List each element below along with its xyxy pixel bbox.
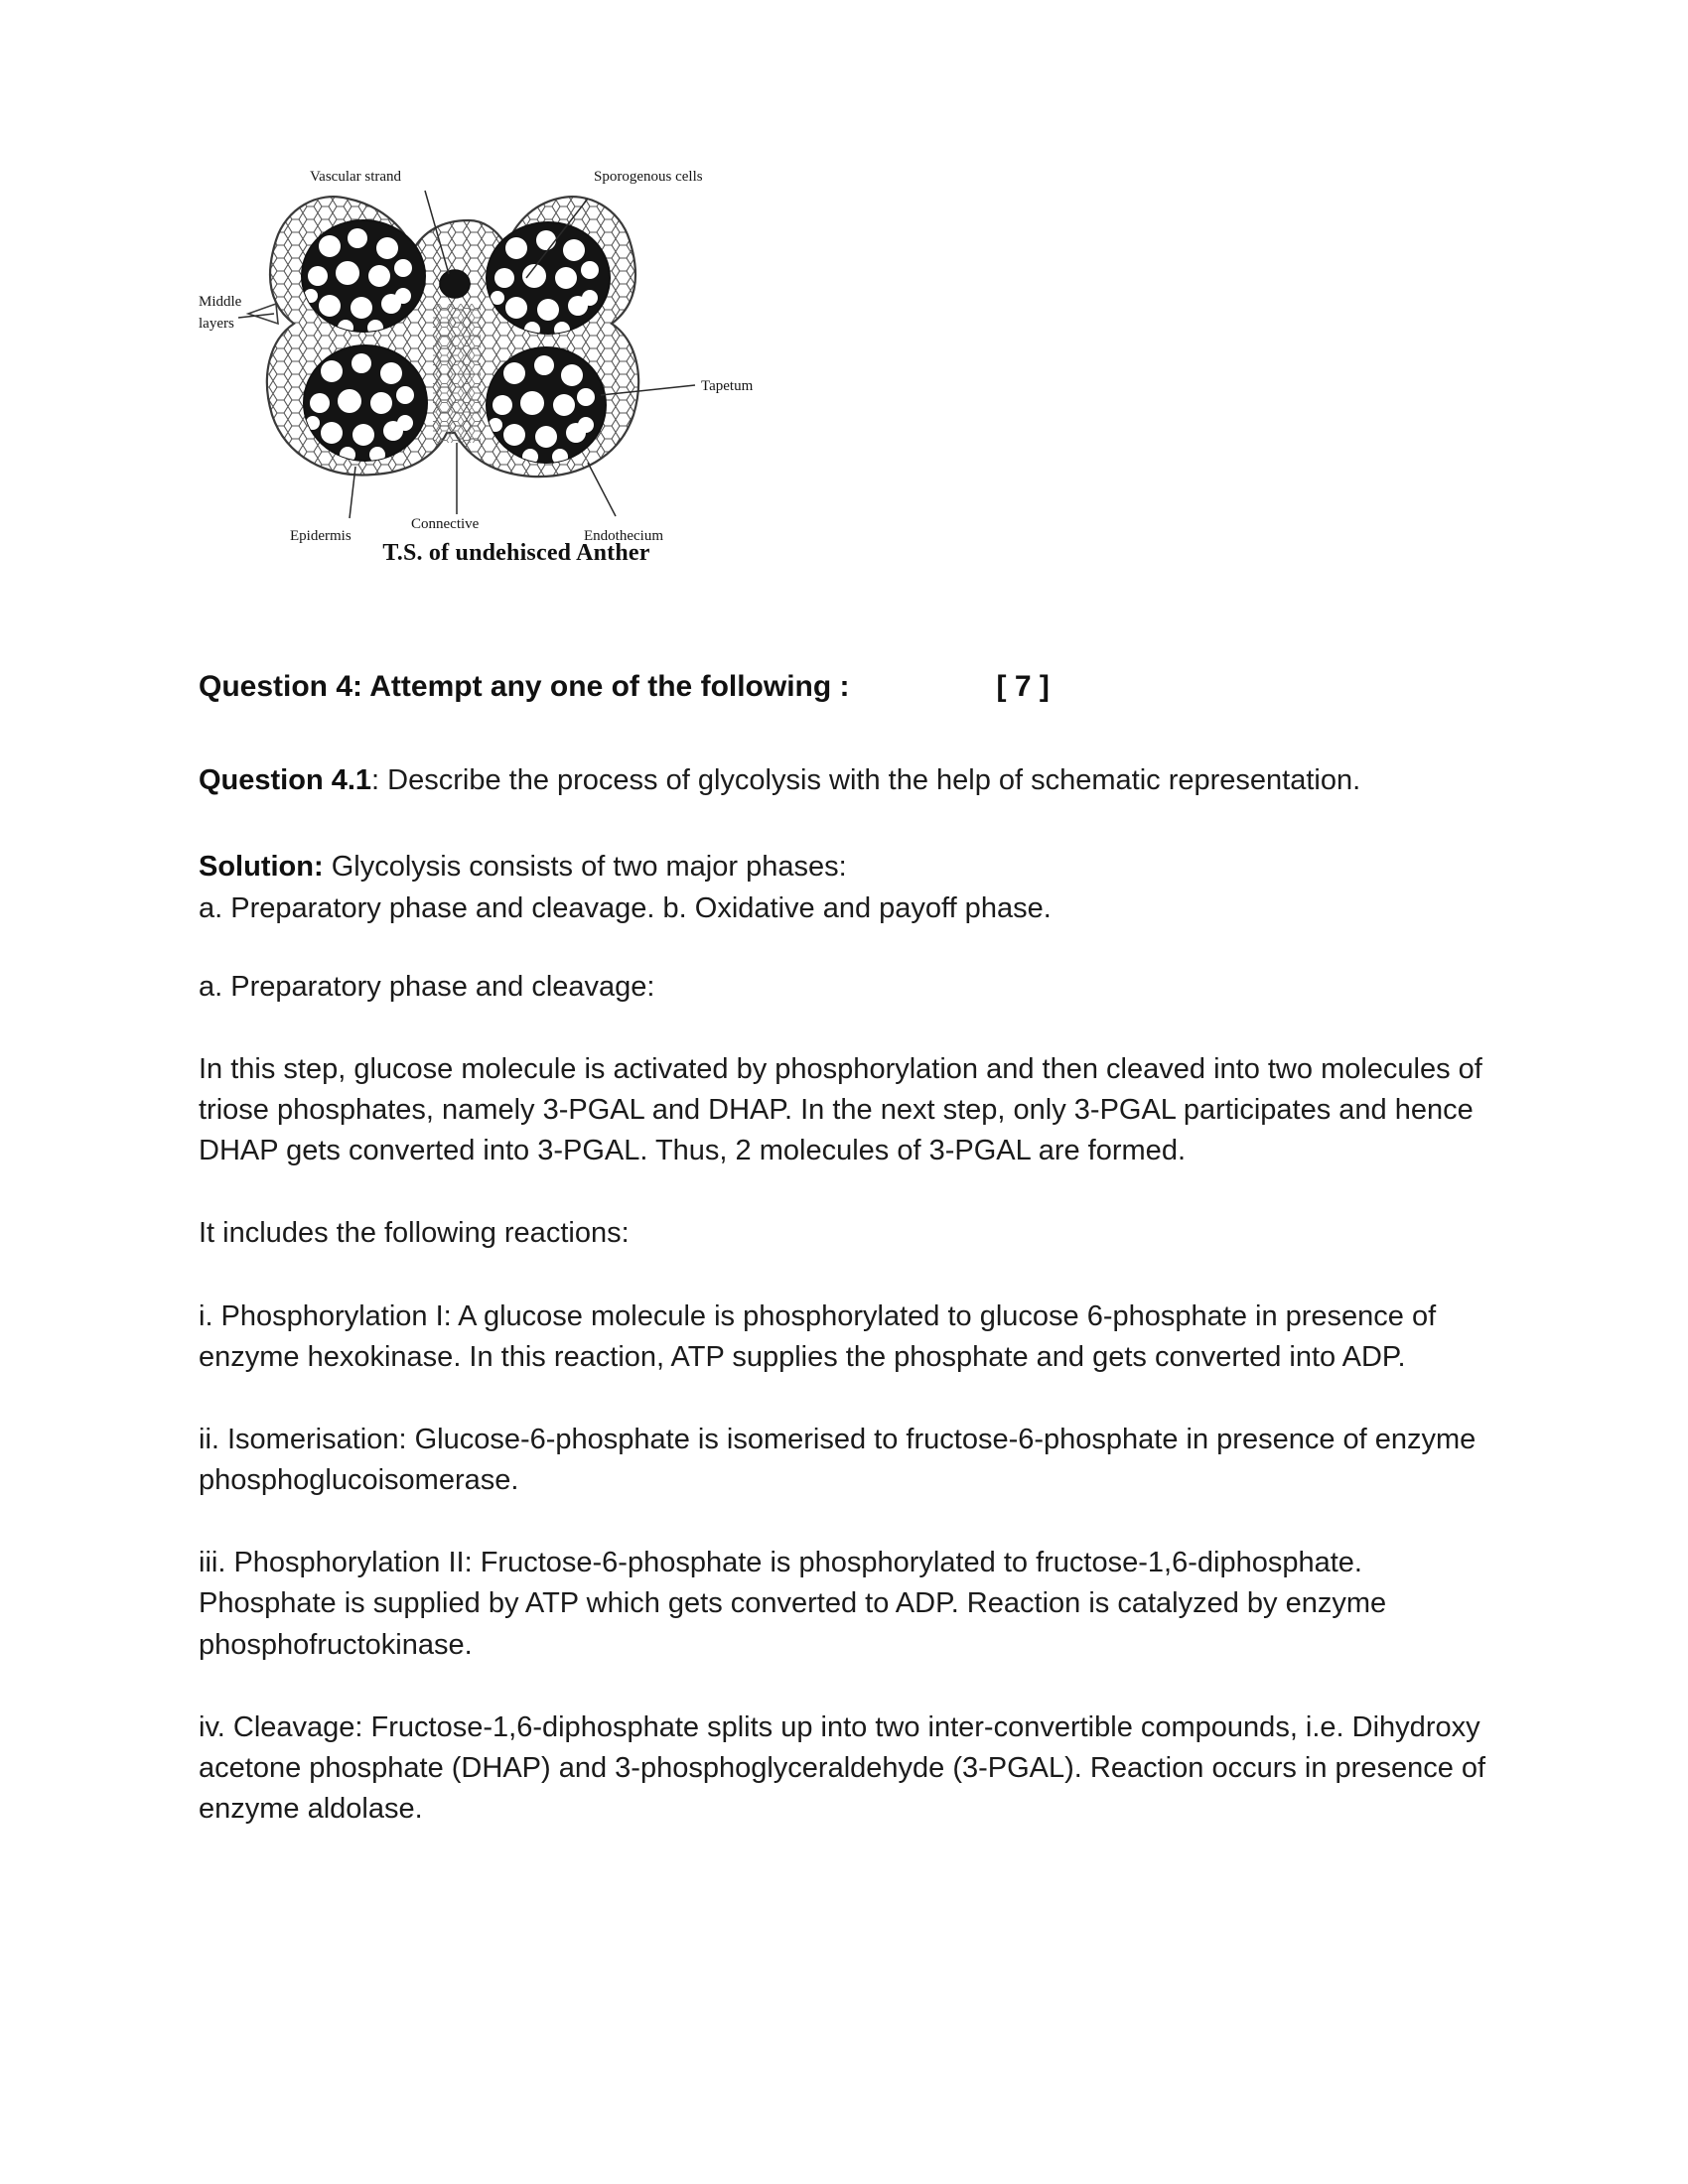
anther-cross-section-figure (199, 129, 834, 567)
pollen-sac-lower-left (304, 345, 427, 463)
reaction-item-ii: ii. Isomerisation: Glucose-6-phosphate is isomerised to fructose-6-phosphate in presence of enzyme phosphoglucoisomerase. (199, 1423, 1477, 1497)
label-tapetum: Tapetum (701, 378, 754, 394)
reaction-item-iv: iv. Cleavage: Fructose-1,6-diphosphate splits up into two inter-convertible compounds, i.e. Dihydroxy acetone phosphate (DHAP) and 3-phosphoglyceraldehyde (3-PGAL). Reaction occurs in presence of enzyme aldolase. (199, 1710, 1486, 1826)
question-4-header-text: Question 4: Attempt any one of the following : (199, 670, 850, 703)
label-endothecium: Endothecium (584, 528, 663, 544)
question-4-header (199, 667, 1489, 707)
label-sporogenous-cells: Sporogenous cells (594, 169, 703, 185)
answer-body (199, 667, 1489, 1871)
question-4-1-label: Question 4.1 (199, 764, 372, 797)
question-4-marks: [ 7 ] (996, 670, 1050, 703)
label-connective: Connective (411, 516, 480, 532)
figure-caption: T.S. of undehisced Anther (382, 540, 650, 566)
solution-phases-line: a. Preparatory phase and cleavage. b. Oxidative and payoff phase. (199, 891, 1052, 924)
pollen-sac-lower-right (487, 347, 606, 465)
label-epidermis: Epidermis (290, 528, 352, 544)
vascular-strand-dot (440, 270, 470, 298)
solution-intro-text: Glycolysis consists of two major phases: (323, 851, 847, 884)
label-vascular-strand: Vascular strand (310, 169, 402, 185)
question-4-1-body: : Describe the process of glycolysis with the help of schematic representation. (371, 764, 1361, 797)
solution-description: In this step, glucose molecule is activated by phosphorylation and then cleaved into two molecules of triose phosphates, namely 3-PGAL and DHAP. In the next step, only 3-PGAL participates and hence DHAP gets converted into 3-PGAL. Thus, 2 molecules of 3-PGAL are formed. (199, 1052, 1482, 1167)
solution-intro (199, 847, 1489, 928)
connective-region (433, 304, 481, 443)
reactions-intro: It includes the following reactions: (199, 1217, 630, 1250)
solution-label: Solution: (199, 851, 324, 884)
figure-canvas (199, 129, 834, 546)
reaction-item-iii: iii. Phosphorylation II: Fructose-6-phosphate is phosphorylated to fructose-1,6-diphosphate. Phosphate is supplied by ATP which gets converted to ADP. Reaction is catalyzed by enzyme phosphofructokinase. (199, 1547, 1387, 1661)
reaction-item-i: i. Phosphorylation I: A glucose molecule is phosphorylated to glucose 6-phosphate in presence of enzyme hexokinase. In this reaction, ATP supplies the phosphate and gets converted into ADP. (199, 1299, 1437, 1373)
label-middle-layers-line2: layers (199, 316, 234, 332)
solution-subheading: a. Preparatory phase and cleavage: (199, 970, 655, 1003)
label-middle-layers-line1: Middle (199, 294, 242, 310)
question-4-1-statement (199, 760, 1489, 801)
anther-diagram-svg (199, 129, 834, 546)
